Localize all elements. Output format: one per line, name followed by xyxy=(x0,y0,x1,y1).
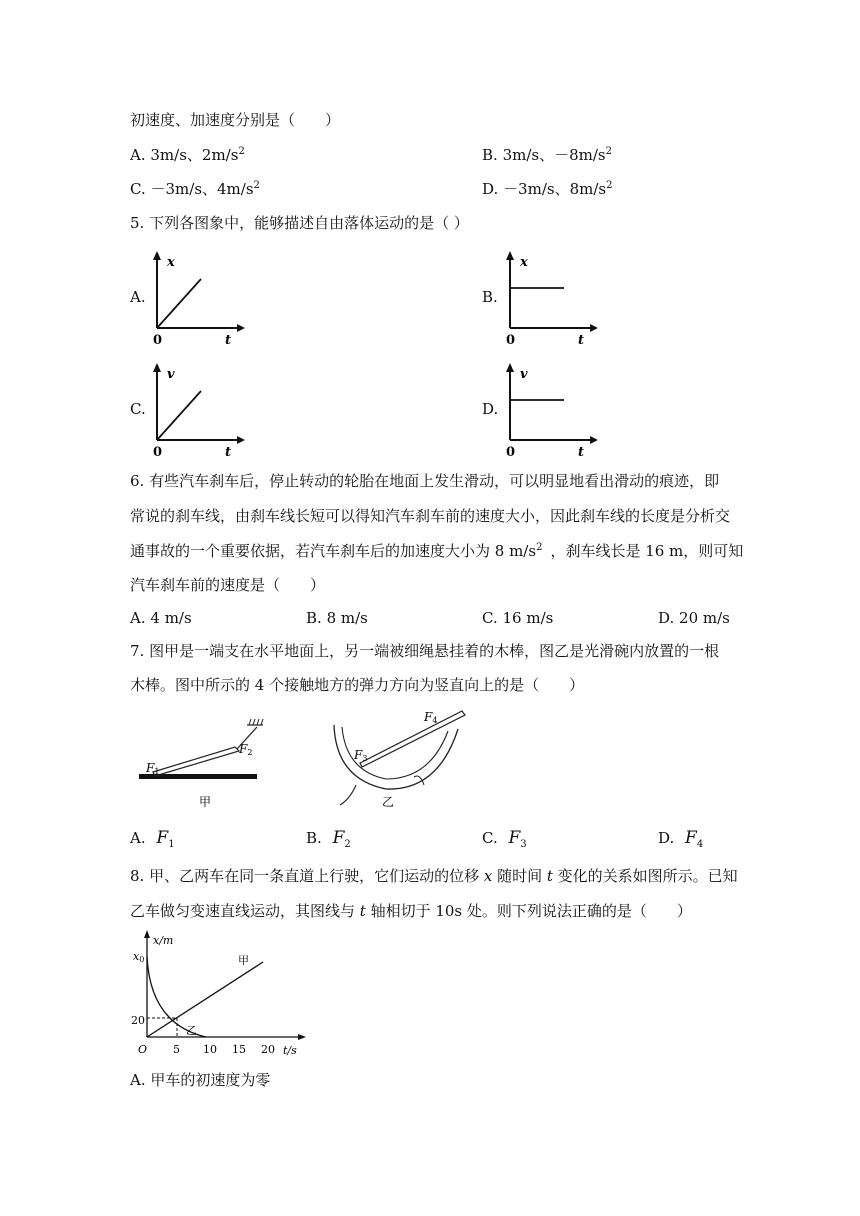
q7-figure-jia xyxy=(135,715,265,815)
x-tick-20: 20 xyxy=(261,1043,275,1056)
superscript: 2 xyxy=(605,146,612,157)
series-jia-label: 甲 xyxy=(238,954,249,967)
x-axis-label: t xyxy=(225,333,232,348)
q4-option-a[interactable] xyxy=(130,145,245,165)
text-part: 轴相切于 10s 处。则下列说法正确的是（ ） xyxy=(365,902,692,920)
q5-option-b-label[interactable]: B. xyxy=(482,288,498,306)
q6-line-1: 6. 有些汽车刹车后，停止转动的轮胎在地面上发生滑动，可以明显地看出滑动的痕迹，即 xyxy=(130,472,720,490)
q8-xt-graph xyxy=(128,926,308,1061)
q5-graph-c xyxy=(145,360,245,460)
wooden-rod xyxy=(360,711,465,767)
x-axis-arrow xyxy=(298,1034,306,1040)
q6-option-b[interactable] xyxy=(306,608,368,628)
q7-line-2: 木棒。图中所示的 4 个接触地方的弹力方向为竖直向上的是（ ） xyxy=(130,676,585,694)
text-part: 变化的关系如图所示。已知 xyxy=(552,867,738,885)
x-axis-label: t/s xyxy=(283,1044,297,1057)
q4-option-c[interactable] xyxy=(130,179,260,199)
subscript: 4 xyxy=(696,839,704,850)
option-text: 16 m/s xyxy=(502,609,554,627)
wooden-rod xyxy=(153,747,239,776)
y-axis-arrow xyxy=(144,930,150,938)
q5-option-a-label[interactable]: A. xyxy=(130,288,146,306)
q7-option-a[interactable] xyxy=(130,828,175,855)
q5-option-c-label[interactable]: C. xyxy=(130,400,146,418)
q6-option-d[interactable] xyxy=(658,608,730,628)
option-label: C. xyxy=(130,180,146,198)
superscript: 2 xyxy=(536,542,543,553)
text-part: 8. 甲、乙两车在同一条直道上行驶，它们运动的位移 xyxy=(130,867,484,885)
q6-line-3-tail: ，刹车线长是 16 m，则可知 xyxy=(550,542,744,560)
q7-line-1: 7. 图甲是一端支在水平地面上，另一端被细绳悬挂着的木棒，图乙是光滑碗内放置的一根 xyxy=(130,642,720,660)
option-text: －3m/s、4m/s xyxy=(150,180,254,198)
y-axis-arrow xyxy=(506,363,514,372)
superscript: 2 xyxy=(253,180,260,191)
option-text: 3m/s、－8m/s xyxy=(502,146,606,164)
q8-line-1 xyxy=(130,866,738,886)
q7-option-b[interactable] xyxy=(306,828,351,855)
option-label: C. xyxy=(482,609,498,627)
var-x: x xyxy=(483,867,493,885)
option-label: C. xyxy=(482,829,498,847)
option-text: 3m/s、2m/s xyxy=(150,146,239,164)
option-label: D. xyxy=(658,609,675,627)
subscript: 3 xyxy=(520,839,527,850)
x-tick-10: 10 xyxy=(203,1043,217,1056)
option-label: D. xyxy=(482,180,499,198)
graph-line xyxy=(157,279,201,328)
x-axis-arrow xyxy=(237,324,245,332)
x-axis-arrow xyxy=(590,436,598,444)
y-axis-label: v xyxy=(167,367,175,382)
series-jia-line xyxy=(147,962,263,1037)
superscript: 2 xyxy=(606,180,613,191)
q5-stem: 5. 下列各图象中，能够描述自由落体运动的是（ ） xyxy=(130,214,469,232)
option-label: B. xyxy=(306,609,322,627)
graph-line xyxy=(157,391,201,440)
subscript: 2 xyxy=(344,839,351,850)
option-label: B. xyxy=(482,146,498,164)
q7-option-d[interactable] xyxy=(658,828,703,855)
text-part: 随时间 xyxy=(492,867,547,885)
y-axis-arrow xyxy=(153,251,161,260)
y-axis-arrow xyxy=(506,251,514,260)
x-axis-label: t xyxy=(578,333,585,348)
option-text: 20 m/s xyxy=(679,609,730,627)
option-label: A. xyxy=(130,609,146,627)
q7-figure-yi xyxy=(326,707,476,817)
y-axis-label: v xyxy=(520,367,528,382)
q6-line-4: 汽车刹车前的速度是（ ） xyxy=(130,576,326,594)
x-tick-5: 5 xyxy=(173,1043,180,1056)
subscript: 1 xyxy=(168,839,175,850)
x0-label: x0 xyxy=(133,950,145,964)
origin-label: O xyxy=(138,1043,148,1056)
origin-label: 0 xyxy=(153,445,163,460)
x-axis-arrow xyxy=(590,324,598,332)
q8-line-2 xyxy=(130,901,692,921)
text-part: 乙车做匀变速直线运动，其图线与 xyxy=(130,902,360,920)
q8-option-a[interactable]: A. 甲车的初速度为零 xyxy=(130,1071,271,1089)
bowl-outer xyxy=(334,725,458,789)
q4-option-b[interactable] xyxy=(482,145,612,165)
x-axis-label: t xyxy=(578,445,585,460)
q5-option-d-label[interactable]: D. xyxy=(482,400,499,418)
force-symbol: F xyxy=(156,828,169,848)
q6-line-3 xyxy=(130,541,743,561)
option-label: D. xyxy=(658,829,675,847)
y-tick-20: 20 xyxy=(131,1014,145,1027)
y-axis-arrow xyxy=(153,363,161,372)
force-symbol: F xyxy=(508,828,521,848)
option-text: 8 m/s xyxy=(326,609,368,627)
q5-graph-b xyxy=(498,248,598,348)
origin-label: 0 xyxy=(153,333,163,348)
q4-stem: 初速度、加速度分别是（ ） xyxy=(130,111,341,129)
label-f2: F2 xyxy=(239,742,253,757)
label-f4: F4 xyxy=(424,710,438,725)
var-t: t xyxy=(546,867,553,885)
q6-option-c[interactable] xyxy=(482,608,553,628)
ceiling-hatch xyxy=(249,719,263,725)
superscript: 2 xyxy=(238,146,245,157)
y-axis-label: x/m xyxy=(153,934,174,947)
y-axis-label: x xyxy=(167,255,175,270)
force-symbol: F xyxy=(685,828,697,848)
q5-graph-d xyxy=(498,360,598,460)
origin-label: 0 xyxy=(506,445,516,460)
q5-graph-a xyxy=(145,248,245,348)
caption-yi: 乙 xyxy=(382,795,395,809)
x-tick-15: 15 xyxy=(232,1043,246,1056)
y-axis-label: x xyxy=(520,255,528,270)
caption-jia: 甲 xyxy=(199,795,212,809)
q6-option-a[interactable] xyxy=(130,608,192,628)
label-f1: F1 xyxy=(146,761,160,776)
x-axis-arrow xyxy=(237,436,245,444)
option-label: A. xyxy=(130,146,146,164)
option-text: 4 m/s xyxy=(150,609,192,627)
label-f3: F3 xyxy=(354,748,368,763)
option-label: B. xyxy=(306,829,322,847)
q4-option-d[interactable] xyxy=(482,179,612,199)
option-text: －3m/s、8m/s xyxy=(503,180,607,198)
q7-option-c[interactable] xyxy=(482,828,527,855)
series-yi-label: 乙 xyxy=(186,1024,197,1037)
force-symbol: F xyxy=(332,828,345,848)
var-t: t xyxy=(359,902,366,920)
x-axis-label: t xyxy=(225,445,232,460)
q6-line-2: 常说的刹车线，由刹车线长短可以得知汽车刹车前的速度大小，因此刹车线的长度是分析交 xyxy=(130,507,731,525)
origin-label: 0 xyxy=(506,333,516,348)
q6-line-3-text: 通事故的一个重要依据，若汽车刹车后的加速度大小为 8 m/s xyxy=(130,542,537,560)
option-label: A. xyxy=(130,829,146,847)
